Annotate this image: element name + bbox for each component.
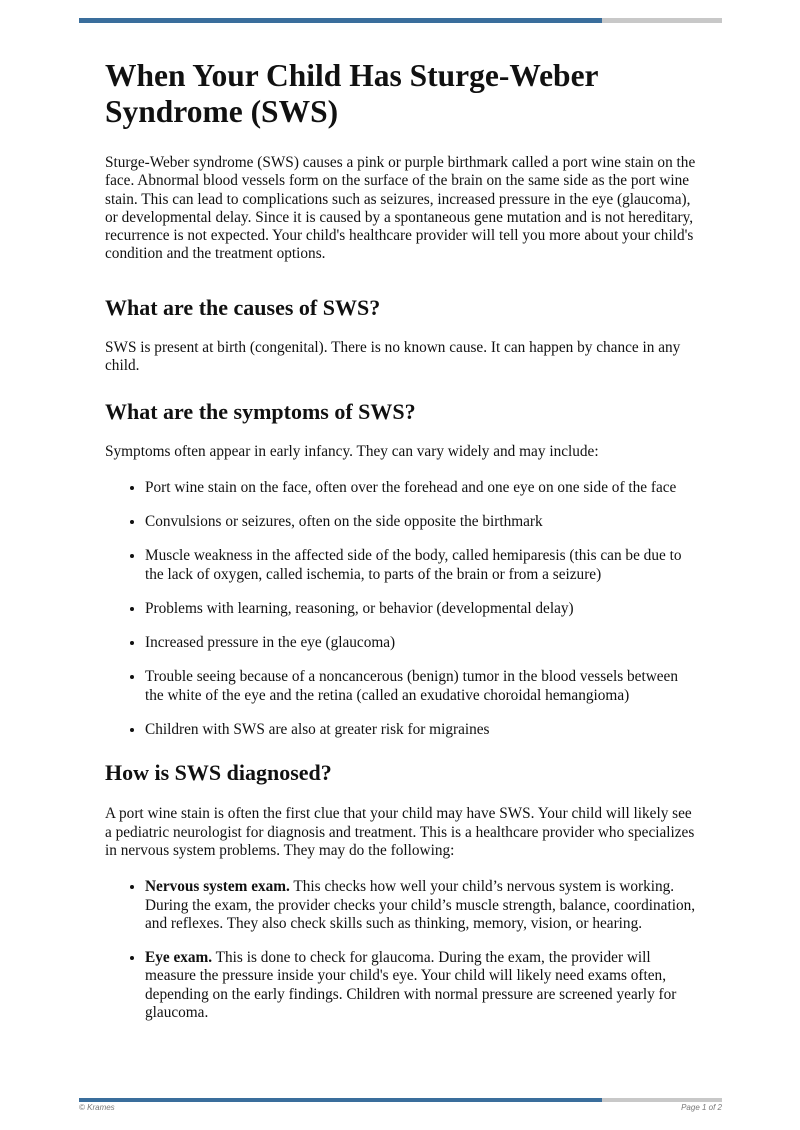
list-item: • Convulsions or seizures, often on the side opposite the birthmark — [145, 513, 697, 531]
list-item-term: Nervous system exam. — [145, 878, 290, 896]
diagnosis-list — [105, 878, 697, 1022]
list-item — [145, 878, 697, 933]
symptoms-list — [105, 479, 697, 740]
footer-copyright: © Krames — [79, 1103, 115, 1112]
list-item: • Problems with learning, reasoning, or behavior (developmental delay) — [145, 600, 697, 618]
diagnosis-heading: How is SWS diagnosed? — [105, 760, 332, 786]
list-item — [145, 949, 697, 1022]
list-item: • Children with SWS are also at greater risk for migraines — [145, 721, 697, 739]
list-item: • Muscle weakness in the affected side of the body, called hemiparesis (this can be due to the lack of oxygen, called ischemia, to parts of the brain or from a seizure) — [145, 547, 697, 584]
list-item-text: This is done to check for glaucoma. During the exam, the provider will measure the pressure inside your child's eye. Your child will likely need exams often, depending on the early findings. Children with normal pressure are screened yearly for glaucoma. — [145, 949, 677, 1022]
footer-rule-accent — [79, 1098, 602, 1102]
intro-paragraph: Sturge-Weber syndrome (SWS) causes a pink or purple birthmark called a port wine stain on the face. Abnormal blood vessels form on the surface of the brain on the same side as the port wine stain. This can lead to complications such as seizures, increased pressure in the eye (glaucoma), or developmental delay. Since it is caused by a spontaneous gene mutation and is not hereditary, recurrence is not expected. Your child's healthcare provider will tell you more about your child's condition and the treatment options. — [105, 154, 696, 263]
footer-rule — [79, 1098, 722, 1102]
list-item: • Trouble seeing because of a noncancerous (benign) tumor in the blood vessels between the white of the eye and the retina (called an exudative choroidal hemangioma) — [145, 668, 697, 705]
header-rule — [79, 18, 722, 23]
list-item: • Increased pressure in the eye (glaucoma) — [145, 634, 697, 652]
list-item-term: Eye exam. — [145, 949, 213, 967]
footer-page-number: Page 1 of 2 — [681, 1103, 722, 1112]
diagnosis-intro: A port wine stain is often the first clue that your child may have SWS. Your child will likely see a pediatric neurologist for diagnosis and treatment. This is a healthcare provider who specializes in nervous system problems. They may do the following: — [105, 805, 695, 859]
header-rule-accent — [79, 18, 602, 23]
page-title: When Your Child Has Sturge-Weber Syndrome (SWS) — [105, 58, 598, 129]
document-body — [105, 58, 697, 1022]
symptoms-intro: Symptoms often appear in early infancy. They can vary widely and may include: — [105, 443, 599, 461]
causes-paragraph: SWS is present at birth (congenital). There is no known cause. It can happen by chance in any child. — [105, 338, 681, 375]
list-item: • Port wine stain on the face, often over the forehead and one eye on one side of the face — [145, 479, 697, 497]
list-item-text: This checks how well your child’s nervous system is working. During the exam, the provider checks your child’s muscle strength, balance, coordination, and reflexes. They also check skills such as thinking, memory, vision, or hearing. — [145, 878, 696, 932]
symptoms-heading: What are the symptoms of SWS? — [105, 399, 416, 425]
causes-heading: What are the causes of SWS? — [105, 294, 381, 320]
